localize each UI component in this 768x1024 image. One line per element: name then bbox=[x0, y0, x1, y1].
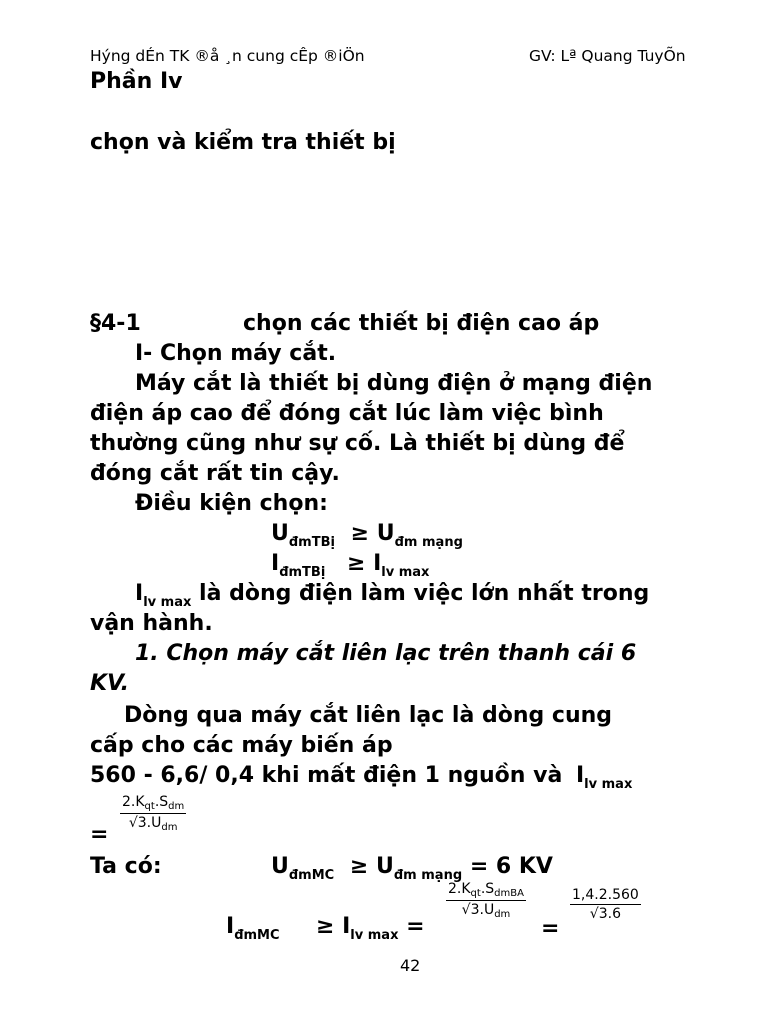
paragraph2-line1: Dòng qua máy cắt liên lạc là dòng cung bbox=[124, 703, 613, 728]
line560-text: 560 - 6,6/ 0,4 khi mất điện 1 nguồn và bbox=[90, 763, 563, 788]
line560-sym: I bbox=[575, 763, 585, 788]
taco-rhs-sub: đm mạng bbox=[393, 868, 463, 883]
paragraph1-line1: Máy cắt là thiết bị dùng điện ở mạng điện bbox=[135, 371, 653, 396]
paragraph1-line4: đóng cắt rất tin cậy. bbox=[90, 461, 340, 486]
taco-rhs: U bbox=[376, 854, 394, 879]
taco-tail: = 6 KV bbox=[469, 854, 553, 879]
header-left: Hýng dÉn TK ®å ¸n cung cÊp ®iÖn bbox=[90, 47, 365, 65]
ilv-sym: I bbox=[135, 581, 144, 606]
taco-lhs-sub: đmMC bbox=[288, 868, 335, 883]
cond2-lhs-sub: đmTBị bbox=[279, 565, 326, 580]
part-title: Phần Iv bbox=[90, 69, 183, 94]
subsection1-line1: 1. Chọn máy cắt liên lạc trên thanh cái 6 bbox=[135, 641, 637, 666]
frac2-denominator: $√3.U_{dm}$ bbox=[461, 902, 511, 920]
taco-lhs: U bbox=[271, 854, 289, 879]
formula-fraction-3 bbox=[570, 886, 641, 923]
condition-2 bbox=[271, 549, 429, 582]
frac2-numerator: $2.K_{qt}.S_{dmBA}$ bbox=[448, 881, 524, 899]
formula-fraction-1 bbox=[120, 793, 186, 834]
last-op: ≥ $I_{lv max}$ = bbox=[316, 914, 425, 943]
ilv-sub: lv max bbox=[143, 595, 192, 610]
last-lhs: $I_{đmMC}$ bbox=[226, 914, 280, 943]
line560-sub: lv max bbox=[584, 777, 633, 792]
subsection1-line2: KV. bbox=[90, 671, 130, 696]
condition-label: Điều kiện chọn: bbox=[135, 491, 328, 516]
frac1-denominator: $√3.U_{dm}$ bbox=[128, 815, 178, 833]
frac3-numerator: 1,4.2.560 bbox=[572, 887, 639, 903]
cond1-rhs-sub: đm mạng bbox=[394, 535, 463, 550]
cond1-rhs: U bbox=[376, 521, 395, 546]
condition-1 bbox=[271, 519, 463, 552]
taco-label: Ta có: bbox=[90, 854, 162, 879]
cond2-rhs: I bbox=[373, 551, 382, 576]
cond2-rhs-sub: lv max bbox=[381, 565, 430, 580]
frac1-numerator: $2.K_{qt}.S_{dm}$ bbox=[122, 794, 185, 812]
cond1-op: ≥ bbox=[350, 521, 370, 546]
line-560 bbox=[90, 761, 632, 794]
section-title: chọn các thiết bị điện cao áp bbox=[243, 311, 600, 336]
taco-op: ≥ bbox=[349, 854, 369, 879]
header-right: GV: Lª Quang TuyÕn bbox=[529, 47, 686, 65]
section-number: §4-1 bbox=[90, 311, 141, 336]
item-heading: I- Chọn máy cắt. bbox=[135, 341, 337, 366]
ilv-definition bbox=[135, 579, 649, 612]
page-number: 42 bbox=[400, 956, 421, 975]
equals-sign-2: = bbox=[541, 916, 560, 941]
formula-fraction-2 bbox=[446, 880, 526, 921]
cond1-lhs-sub: đmTBị bbox=[288, 535, 335, 550]
paragraph2-line2: cấp cho các máy biến áp bbox=[90, 733, 393, 758]
ilv-definition-line2: vận hành. bbox=[90, 611, 213, 636]
cond1-lhs: U bbox=[271, 521, 289, 546]
cond2-op: ≥ bbox=[346, 551, 366, 576]
paragraph1-line2: điện áp cao để đóng cắt lúc làm việc bình bbox=[90, 401, 604, 426]
part-subtitle: chọn và kiểm tra thiết bị bbox=[90, 130, 396, 155]
frac3-denominator: √3.6 bbox=[589, 906, 621, 922]
ilv-text: là dòng điện làm việc lớn nhất trong bbox=[199, 581, 650, 606]
cond2-lhs: I bbox=[271, 551, 280, 576]
equals-sign-1: = bbox=[90, 822, 109, 847]
paragraph1-line3: thường cũng như sự cố. Là thiết bị dùng để bbox=[90, 431, 625, 456]
